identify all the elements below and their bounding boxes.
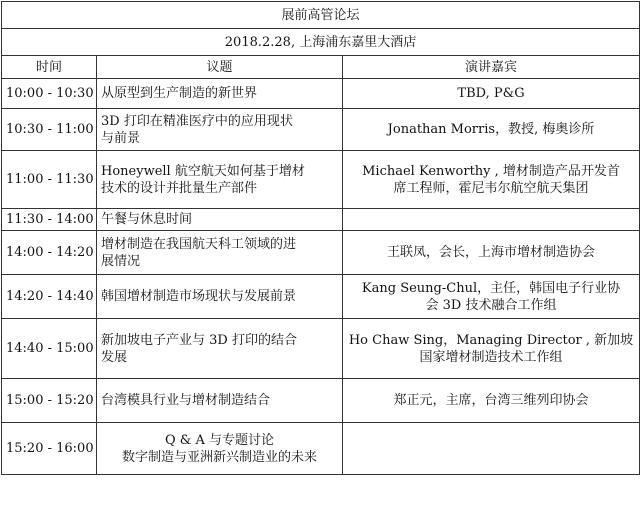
agenda-row xyxy=(2,231,640,275)
speaker-cell xyxy=(343,209,640,231)
time-cell: 15:00 - 15:20 xyxy=(2,379,97,423)
topic-cell xyxy=(97,109,343,151)
title-row xyxy=(2,2,640,29)
speaker-cell xyxy=(343,79,640,109)
speaker-line: TBD, P&G xyxy=(457,86,525,101)
topic-line: 技术的设计并批量生产部件 xyxy=(101,180,258,196)
page-title: 展前高管论坛 xyxy=(2,2,640,29)
speaker-line: 郑正元，主席，台湾三维列印协会 xyxy=(393,393,589,408)
speaker-line: 席工程师，霍尼韦尔航空航天集团 xyxy=(393,180,589,196)
page-subtitle: 2018.2.28, 上海浦东嘉里大酒店 xyxy=(2,29,640,56)
agenda-table xyxy=(1,1,640,475)
topic-cell xyxy=(97,275,343,319)
time-cell: 14:00 - 14:20 xyxy=(2,231,97,275)
speaker-line: 王联凤，会长，上海市增材制造协会 xyxy=(387,245,596,260)
speaker-line: Kang Seung-Chul，主任，韩国电子行业协 xyxy=(361,280,621,296)
agenda-row xyxy=(2,423,640,475)
agenda-row xyxy=(2,79,640,109)
agenda-row xyxy=(2,379,640,423)
header-topic: 议题 xyxy=(97,56,343,79)
topic-line: 与前景 xyxy=(101,130,141,146)
speaker-line: 会 3D 技术融合工作组 xyxy=(425,297,557,313)
topic-cell xyxy=(97,231,343,275)
speaker-cell xyxy=(343,275,640,319)
speaker-cell xyxy=(343,319,640,379)
header-row xyxy=(2,56,640,79)
speaker-cell xyxy=(343,231,640,275)
header-speaker: 演讲嘉宾 xyxy=(343,56,640,79)
speaker-line: Michael Kenworthy , 增材制造产品开发首 xyxy=(362,163,620,179)
topic-cell xyxy=(97,79,343,109)
speaker-line: Ho Chaw Sing，Managing Director , 新加坡 xyxy=(348,332,634,348)
topic-line: 台湾模具行业与增材制造结合 xyxy=(101,393,271,408)
time-cell: 10:00 - 10:30 xyxy=(2,79,97,109)
speaker-line: Jonathan Morris，教授, 梅奥诊所 xyxy=(387,122,595,137)
time-cell: 14:20 - 14:40 xyxy=(2,275,97,319)
topic-cell xyxy=(97,319,343,379)
time-cell: 15:20 - 16:00 xyxy=(2,423,97,475)
speaker-cell xyxy=(343,379,640,423)
topic-line: Q & A 与专题讨论 xyxy=(164,432,274,448)
topic-cell xyxy=(97,379,343,423)
agenda-row xyxy=(2,209,640,231)
agenda-row xyxy=(2,151,640,209)
topic-line: 3D 打印在精准医疗中的应用现状 xyxy=(101,113,293,129)
topic-line: 午餐与休息时间 xyxy=(101,212,193,227)
time-cell: 11:00 - 11:30 xyxy=(2,151,97,209)
topic-line: 展情况 xyxy=(101,253,141,269)
agenda-row xyxy=(2,275,640,319)
agenda-row xyxy=(2,109,640,151)
agenda-body xyxy=(2,79,640,475)
topic-line: 从原型到生产制造的新世界 xyxy=(101,86,258,101)
speaker-cell xyxy=(343,423,640,475)
subtitle-row xyxy=(2,29,640,56)
time-cell: 10:30 - 11:00 xyxy=(2,109,97,151)
agenda-row xyxy=(2,319,640,379)
topic-cell xyxy=(97,151,343,209)
topic-cell xyxy=(97,209,343,231)
topic-line: 增材制造在我国航天科工领域的进 xyxy=(101,236,297,252)
speaker-cell xyxy=(343,109,640,151)
topic-cell xyxy=(97,423,343,475)
time-cell: 14:40 - 15:00 xyxy=(2,319,97,379)
topic-line: Honeywell 航空航天如何基于增材 xyxy=(101,163,305,179)
speaker-cell xyxy=(343,151,640,209)
topic-line: 韩国增材制造市场现状与发展前景 xyxy=(101,289,297,304)
topic-line: 发展 xyxy=(101,349,128,365)
time-cell: 11:30 - 14:00 xyxy=(2,209,97,231)
topic-line: 新加坡电子产业与 3D 打印的结合 xyxy=(101,332,297,348)
header-time: 时间 xyxy=(2,56,97,79)
topic-line: 数字制造与亚洲新兴制造业的未来 xyxy=(121,449,317,465)
speaker-line: 国家增材制造技术工作组 xyxy=(419,349,563,365)
